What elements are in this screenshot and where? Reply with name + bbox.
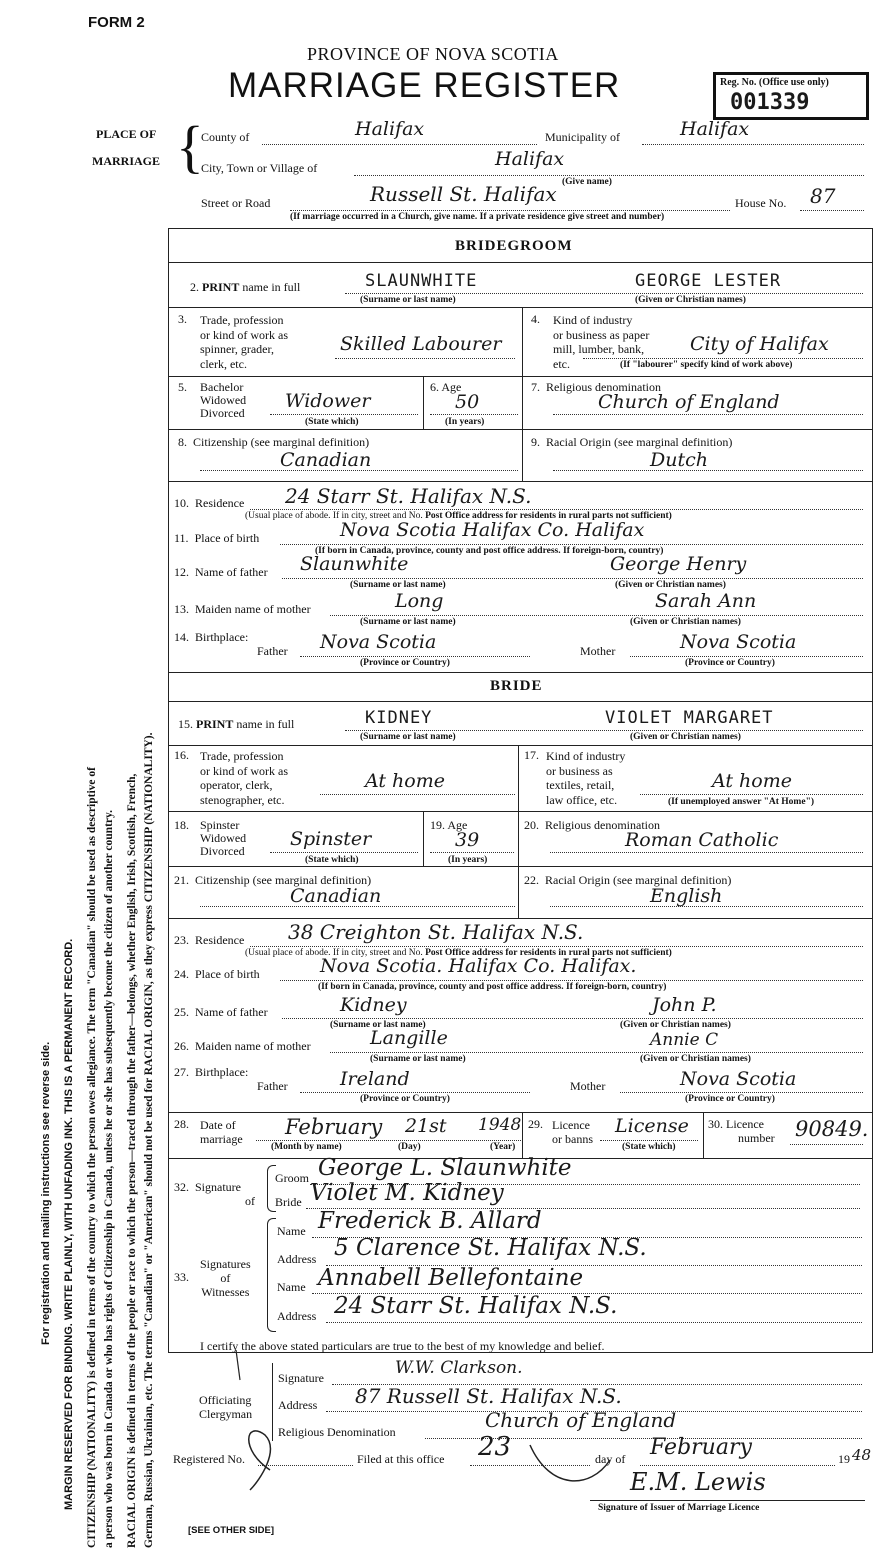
groom-marital-status: Widower — [285, 390, 371, 412]
marriage-month: February — [285, 1115, 383, 1139]
bride-industry: At home — [712, 770, 792, 792]
groom-residence: 24 Starr St. Halifax N.S. — [285, 484, 532, 508]
municipality-label: Municipality of — [545, 130, 620, 144]
witness-1-address: 5 Clarence St. Halifax N.S. — [334, 1235, 647, 1261]
bride-surname: KIDNEY — [365, 708, 433, 728]
bride-residence: 38 Creighton St. Halifax N.S. — [288, 920, 584, 944]
groom-father-surname: Slaunwhite — [300, 553, 409, 575]
witness-2-name: Annabell Bellefontaine — [318, 1265, 584, 1291]
clergy-denomination: Church of England — [485, 1408, 677, 1432]
bride-given-names: VIOLET MARGARET — [605, 708, 774, 728]
groom-age: 50 — [455, 391, 480, 413]
reg-number: 001339 — [730, 90, 810, 115]
bride-signature: Violet M. Kidney — [310, 1180, 504, 1206]
form-label: FORM 2 — [88, 14, 145, 31]
groom-religion: Church of England — [598, 391, 780, 413]
given-caption: (Given or Christian names) — [635, 295, 746, 305]
marriage-day: 21st — [405, 1115, 447, 1137]
place-note: (If marriage occurred in a Church, give name. If a private residence give street and number) — [290, 212, 665, 222]
groom-citizenship: Canadian — [280, 449, 372, 471]
groom-place-of-birth: Nova Scotia Halifax Co. Halifax — [340, 519, 645, 541]
bride-father-surname: Kidney — [340, 994, 407, 1016]
groom-mother-surname: Long — [395, 590, 444, 612]
licence-type: License — [615, 1115, 689, 1137]
province-title: PROVINCE OF NOVA SCOTIA — [307, 44, 559, 64]
witness-2-address: 24 Starr St. Halifax N.S. — [334, 1293, 618, 1319]
bride-trade: At home — [365, 770, 445, 792]
groom-father-birthplace: Nova Scotia — [320, 631, 437, 653]
filed-day: 23 — [478, 1432, 512, 1462]
margin-racial-def-2: German, Russian, Ukrainian, etc. The terms "Canadian" or "American" should not be used for RACIAL ORIGIN, as they express CITIZENSHIP (NATIONALITY). — [143, 732, 155, 1548]
bride-mother-birthplace: Nova Scotia — [680, 1068, 797, 1090]
margin-instructions: For registration and mailing instructions see reverse side. — [40, 1041, 52, 1345]
margin-citizenship-def: CITIZENSHIP (NATIONALITY) is defined in terms of the country to which the person owes allegiance. The term "Canadian" should be used as descriptive of — [86, 767, 98, 1548]
certify-statement: I certify the above stated particulars are true to the best of my knowledge and belief. — [200, 1339, 605, 1353]
field-15: 15. PRINT name in full — [178, 717, 295, 731]
pen-strokes — [230, 1340, 880, 1500]
margin-binding-notice: MARGIN RESERVED FOR BINDING. WRITE PLAINLY, WITH UNFADING INK. THIS IS A PERMANENT RECORD. — [63, 938, 75, 1510]
bride-religion: Roman Catholic — [625, 829, 779, 851]
place-group-label-2: MARRIAGE — [92, 154, 160, 168]
witness-1-name: Frederick B. Allard — [318, 1208, 542, 1234]
bride-age: 39 — [455, 829, 480, 851]
clergy-address: 87 Russell St. Halifax N.S. — [355, 1384, 622, 1408]
city-label: City, Town or Village of — [201, 161, 318, 175]
bride-marital-status: Spinster — [290, 828, 372, 850]
reg-number-box — [713, 72, 869, 120]
municipality-value: Halifax — [680, 118, 750, 140]
surname-caption: (Surname or last name) — [360, 295, 456, 305]
filed-month: February — [650, 1435, 752, 1460]
bride-mother-surname: Langille — [370, 1027, 448, 1049]
see-other-side: [SEE OTHER SIDE] — [188, 1525, 275, 1536]
give-name-caption: (Give name) — [562, 177, 612, 187]
county-label: County of — [201, 130, 250, 144]
groom-mother-birthplace: Nova Scotia — [680, 631, 797, 653]
brace: { — [176, 114, 204, 179]
page-title: MARRIAGE REGISTER — [228, 66, 621, 105]
filed-year: 48 — [852, 1446, 872, 1464]
bride-place-of-birth: Nova Scotia. Halifax Co. Halifax. — [320, 955, 637, 977]
bride-father-given: John P. — [652, 994, 717, 1016]
street-value: Russell St. Halifax — [370, 182, 557, 206]
groom-surname: SLAUNWHITE — [365, 271, 478, 291]
house-value: 87 — [810, 184, 836, 208]
groom-given-names: GEORGE LESTER — [635, 271, 782, 291]
groom-mother-given: Sarah Ann — [655, 590, 757, 612]
issuer-signature: E.M. Lewis — [630, 1468, 766, 1496]
groom-heading: BRIDEGROOM — [455, 238, 573, 254]
margin-citizenship-def-2: a person who was born in Canada or who has rights of Citizenship in Canada, unless he or she has subsequently become the citizen of another country. — [103, 809, 115, 1548]
bride-mother-given: Annie C — [650, 1030, 719, 1050]
house-label: House No. — [735, 196, 787, 210]
issuer-caption: Signature of Issuer of Marriage Licence — [598, 1503, 760, 1513]
bride-citizenship: Canadian — [290, 885, 382, 907]
reg-number-label: Reg. No. (Office use only) — [720, 77, 829, 88]
margin-racial-def: RACIAL ORIGIN is defined in terms of the people or race to which the person—traced through the father—belongs, whether English, Irish, Scottish, French, — [126, 773, 138, 1548]
bride-racial-origin: English — [650, 885, 723, 907]
groom-industry: City of Halifax — [690, 333, 829, 355]
street-label: Street or Road — [201, 196, 271, 210]
marriage-year: 1948 — [478, 1115, 522, 1135]
field-2: 2. PRINT name in full — [190, 280, 301, 294]
bride-heading: BRIDE — [490, 678, 543, 694]
groom-father-given: George Henry — [610, 553, 747, 575]
city-value: Halifax — [495, 148, 565, 170]
groom-industry-note: (If "labourer" specify kind of work above) — [620, 360, 793, 370]
groom-trade: Skilled Labourer — [340, 333, 502, 355]
groom-racial-origin: Dutch — [650, 449, 708, 471]
county-value: Halifax — [355, 118, 425, 140]
place-group-label-1: PLACE OF — [96, 127, 157, 141]
licence-number: 90849. — [795, 1117, 869, 1141]
bride-father-birthplace: Ireland — [340, 1068, 410, 1090]
groom-signature: George L. Slaunwhite — [318, 1155, 572, 1181]
clergy-signature: W.W. Clarkson. — [395, 1358, 523, 1378]
